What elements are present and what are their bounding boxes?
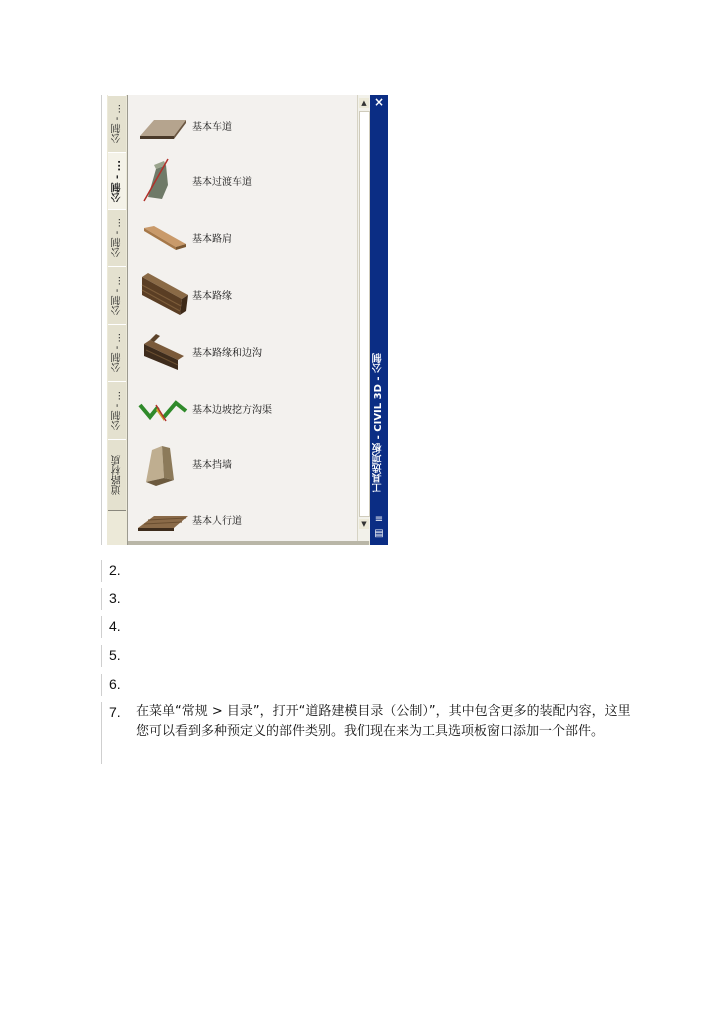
curb-icon: [134, 269, 190, 319]
side-slope-ditch-icon: [134, 383, 190, 433]
list-item: [101, 588, 662, 610]
tool-item-curb-gutter[interactable]: [134, 326, 354, 376]
palette-tab-label: 公制 - ...: [111, 275, 123, 316]
palette-content: [128, 95, 357, 541]
tool-label: 基本路缘: [192, 290, 232, 302]
step-number: 3.: [109, 590, 121, 606]
tool-label: 基本过渡车道: [192, 176, 252, 188]
curb-gutter-icon: [134, 326, 190, 376]
palette-menu-icon[interactable]: ▤: [374, 528, 384, 539]
scroll-down-button[interactable]: ▼: [359, 519, 369, 529]
palette-tab-materials[interactable]: [108, 439, 126, 511]
list-item: [101, 674, 662, 696]
tool-label: 基本路肩: [192, 233, 232, 245]
tool-label: 基本边坡挖方沟渠: [192, 404, 272, 416]
palette-tab-label: 道路材质: [111, 455, 123, 495]
palette-tab-1[interactable]: [108, 95, 126, 153]
palette-tab-3[interactable]: [108, 209, 126, 267]
step-number: 7.: [109, 704, 121, 720]
palette-tab-4[interactable]: [108, 266, 126, 325]
palette-tab-6[interactable]: [108, 381, 126, 440]
step-number: 6.: [109, 676, 121, 692]
scroll-up-button[interactable]: ▲: [359, 98, 369, 108]
properties-icon[interactable]: ≡: [374, 514, 384, 525]
step-number: 4.: [109, 618, 121, 634]
palette-tab-label: 公制 - ...: [111, 390, 123, 431]
step-text: 在菜单“常规 > 目录”，打开“道路建模目录（公制）”，其中包含更多的装配内容，这里您可以看到多种预定义的部件类别。我们现在来为工具选项板窗口添加一个部件。: [136, 704, 631, 739]
palette-tab-2-active[interactable]: [108, 152, 126, 210]
palette-title: 工具选项板 - CIVIL 3D - 公制: [373, 353, 384, 493]
tool-item-sidewalk[interactable]: [134, 494, 354, 544]
lane-icon: [134, 100, 190, 150]
tool-label: 基本人行道: [192, 515, 242, 527]
palette-tab-label: 公制 - ...: [111, 218, 123, 258]
list-item: [101, 560, 662, 582]
tool-item-transition-lane[interactable]: [134, 155, 354, 205]
palette-scrollbar[interactable]: [357, 95, 370, 541]
palette-title-bar[interactable]: [370, 95, 388, 545]
page-margin-rule: [101, 95, 102, 545]
sidewalk-icon: [134, 494, 190, 544]
palette-tab-label: 公制 - ...: [111, 159, 123, 203]
palette-bottom-edge: [128, 541, 369, 545]
palette-tab-label: 公制 - ...: [111, 333, 123, 373]
tool-label: 基本路缘和边沟: [192, 347, 262, 359]
shoulder-icon: [134, 212, 190, 262]
transition-lane-icon: [134, 155, 190, 205]
palette-tab-strip: [107, 95, 128, 545]
retaining-wall-icon: [134, 438, 190, 488]
close-icon[interactable]: ×: [373, 95, 385, 109]
tool-item-lane[interactable]: [134, 100, 354, 150]
list-item: [101, 702, 662, 764]
step-number: 2.: [109, 562, 121, 578]
tool-item-retaining-wall[interactable]: [134, 438, 354, 488]
tool-palette-window: [107, 95, 388, 545]
palette-tab-label: 公制 - ...: [111, 104, 123, 144]
tool-label: 基本车道: [192, 121, 232, 133]
palette-tab-5[interactable]: [108, 324, 126, 382]
tool-item-curb[interactable]: [134, 269, 354, 319]
scroll-thumb[interactable]: [359, 111, 370, 517]
list-item: [101, 616, 662, 638]
tool-item-shoulder[interactable]: [134, 212, 354, 262]
step-number: 5.: [109, 647, 121, 663]
list-item: [101, 645, 662, 667]
tool-item-side-slope-ditch[interactable]: [134, 383, 354, 433]
tool-label: 基本挡墙: [192, 459, 232, 471]
